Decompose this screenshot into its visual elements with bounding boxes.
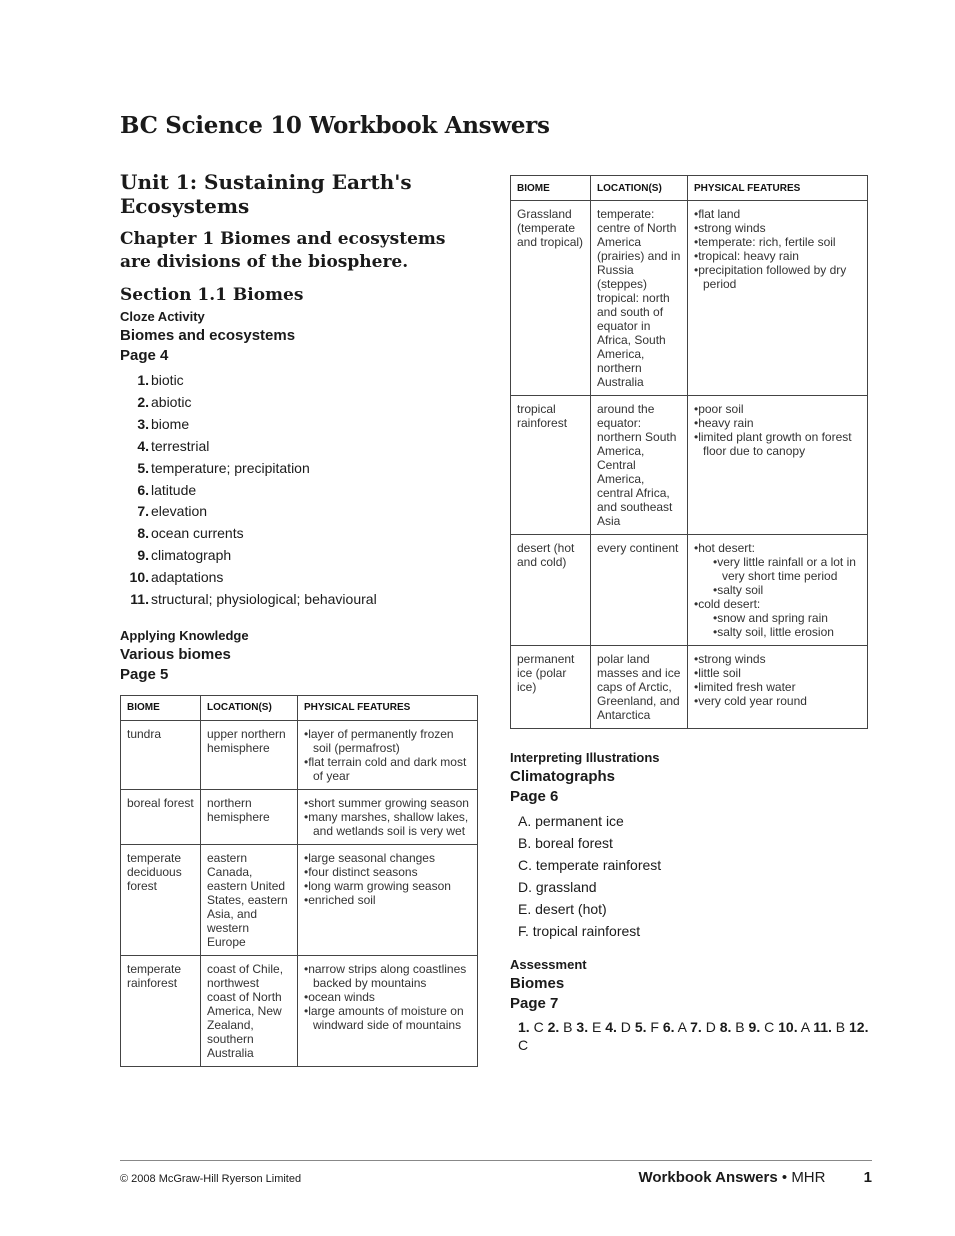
feature-item: • temperate: rich, fertile soil	[694, 235, 861, 249]
interpreting-topic: Climatographs	[510, 768, 616, 785]
feature-item: • many marshes, shallow lakes, and wetlands soil is very wet	[304, 810, 471, 838]
list-item	[120, 589, 482, 611]
list-item: A. permanent ice	[518, 813, 624, 829]
answer-letter: E	[591, 1019, 602, 1036]
biome-cell: tropical rainforest	[511, 396, 591, 535]
feature-item: • tropical: heavy rain	[694, 249, 861, 263]
applying-page: Page 5	[120, 665, 169, 683]
answer-number: 6.	[662, 1019, 675, 1036]
answer-letter: C	[533, 1019, 544, 1036]
list-item	[120, 392, 482, 414]
feature-subitem: • very little rainfall or a lot in very short time period	[703, 555, 861, 583]
header-location: LOCATION(S)	[591, 176, 688, 201]
answer-number: 2.	[547, 1019, 560, 1036]
header-features: PHYSICAL FEATURES	[298, 695, 478, 720]
unit-title: Unit 1: Sustaining Earth's Ecosystems	[120, 170, 412, 218]
feature-list	[304, 727, 471, 783]
header-biome: BIOME	[121, 695, 201, 720]
list-item	[120, 480, 482, 502]
table-row	[511, 201, 868, 396]
location-cell: polar land masses and ice caps of Arctic, Greenland, and Antarctica	[591, 646, 688, 729]
cloze-page: Page 4	[120, 347, 169, 364]
table-row	[511, 535, 868, 646]
list-item: D. grassland	[518, 878, 597, 895]
list-item: C. temperate rainforest	[518, 856, 662, 873]
hot-desert-item	[694, 541, 861, 597]
answer-number: 5.	[634, 1019, 647, 1036]
feature-item: • little soil	[694, 666, 861, 680]
location-cell: around the equator: northern South America, Central America, central Africa, and southeast Asia	[591, 396, 688, 535]
biome-cell: permanent ice (polar ice)	[511, 646, 591, 729]
biome-cell: tundra	[121, 720, 201, 789]
item-number: 9.	[137, 547, 149, 564]
hot-desert-label: hot desert:	[698, 541, 755, 555]
location-cell: temperate: centre of North America (prairies) and in Russia (steppes) tropical: north and south of equator in Africa, South America, northern Australia	[591, 201, 688, 396]
answer-letter: C	[764, 1019, 775, 1036]
answer-letter: D	[620, 1019, 631, 1036]
assessment-topic: Biomes	[510, 975, 565, 993]
item-number: 3.	[137, 415, 149, 432]
feature-item: • large amounts of moisture on windward side of mountains	[304, 1004, 471, 1032]
item-number: 2.	[137, 393, 149, 410]
item-number: 4.	[137, 437, 149, 454]
features-cell	[298, 720, 478, 789]
answer-number: 11.	[813, 1019, 832, 1036]
feature-item: • layer of permanently frozen soil (permafrost)	[304, 727, 471, 755]
footer-copyright: © 2008 McGraw-Hill Ryerson Limited	[120, 1173, 302, 1185]
item-number: 10.	[129, 569, 149, 586]
answer-number: 7.	[690, 1019, 702, 1036]
item-text: adaptations	[151, 569, 224, 586]
feature-item: • very cold year round	[694, 694, 861, 708]
item-text: abiotic	[151, 393, 192, 410]
list-item	[120, 414, 482, 436]
location-cell: coast of Chile, northwest coast of North America, New Zealand, southern Australia	[201, 955, 298, 1066]
cold-desert-item	[694, 597, 861, 639]
biome-table-2	[510, 175, 868, 729]
list-item	[120, 523, 482, 545]
assessment-answers	[518, 1018, 872, 1054]
list-item	[120, 567, 482, 589]
feature-item: • strong winds	[694, 652, 861, 666]
answer-letter: B	[735, 1019, 745, 1036]
biome-cell: temperate rainforest	[121, 955, 201, 1066]
cloze-activity-label: Cloze Activity	[120, 309, 205, 324]
features-cell	[688, 201, 868, 396]
item-text: biotic	[151, 372, 184, 388]
feature-item: • limited plant growth on forest floor due to canopy	[694, 430, 861, 458]
feature-list	[694, 207, 861, 291]
footer-divider	[120, 1160, 872, 1161]
feature-subitem: • salty soil	[703, 583, 861, 597]
answer-letter: D	[705, 1019, 716, 1036]
cold-desert-sublist	[703, 611, 861, 639]
answer-number: 3.	[576, 1019, 589, 1036]
table-row	[121, 789, 478, 844]
feature-item: • precipitation followed by dry period	[694, 263, 861, 291]
feature-list	[304, 962, 471, 1032]
answer-number: 10.	[778, 1019, 798, 1036]
chapter-title: Chapter 1 Biomes and ecosystems are divisions of the biosphere.	[120, 229, 446, 272]
features-cell	[298, 789, 478, 844]
feature-list	[304, 851, 471, 907]
feature-list	[304, 796, 471, 838]
item-text: temperature; precipitation	[151, 459, 310, 476]
interpreting-page: Page 6	[510, 788, 559, 805]
footer-label: Workbook Answers	[638, 1169, 778, 1186]
item-text: biome	[151, 415, 190, 432]
feature-list	[694, 402, 861, 458]
answer-number: 9.	[748, 1019, 761, 1036]
feature-item: • four distinct seasons	[304, 865, 471, 879]
applying-topic: Various biomes	[120, 645, 231, 663]
location-cell: upper northern hemisphere	[201, 720, 298, 789]
item-text: ocean currents	[151, 525, 244, 542]
feature-subitem: • snow and spring rain	[703, 611, 861, 625]
footer-publisher: MHR	[791, 1169, 826, 1186]
table-row	[121, 720, 478, 789]
climatograph-answer-list	[518, 811, 872, 942]
cloze-topic: Biomes and ecosystems	[120, 327, 296, 344]
answer-number: 1.	[518, 1019, 530, 1036]
feature-item: • narrow strips along coastlines backed by mountains	[304, 962, 471, 990]
list-item	[120, 370, 482, 392]
item-number: 7.	[137, 503, 149, 520]
answer-letter: F	[650, 1019, 659, 1036]
section-title: Section 1.1 Biomes	[120, 285, 304, 305]
location-cell: every continent	[591, 535, 688, 646]
item-number: 6.	[137, 481, 149, 498]
feature-item: • strong winds	[694, 221, 861, 235]
feature-item: • long warm growing season	[304, 879, 471, 893]
feature-subitem: • salty soil, little erosion	[703, 625, 861, 639]
feature-list	[694, 541, 861, 639]
table-row	[511, 396, 868, 535]
cold-desert-label: cold desert:	[698, 597, 761, 611]
list-item: F. tropical rainforest	[518, 922, 641, 939]
biome-table-1	[120, 695, 478, 1067]
feature-item: • flat terrain cold and dark most of year	[304, 755, 471, 783]
right-column	[510, 175, 872, 1054]
left-column	[120, 170, 482, 1067]
answer-number: 12.	[849, 1019, 869, 1036]
assessment-page: Page 7	[510, 995, 559, 1013]
header-features: PHYSICAL FEATURES	[688, 176, 868, 201]
biome-cell: desert (hot and cold)	[511, 535, 591, 646]
footer-right	[639, 1169, 873, 1186]
header-biome: BIOME	[511, 176, 591, 201]
biome-cell: Grassland (temperate and tropical)	[511, 201, 591, 396]
footer-separator: •	[781, 1169, 788, 1186]
table-row	[511, 646, 868, 729]
list-item	[120, 458, 482, 480]
item-text: latitude	[151, 481, 197, 498]
hot-desert-sublist	[703, 555, 861, 597]
feature-item: • poor soil	[694, 402, 861, 416]
answer-number: 4.	[605, 1019, 617, 1036]
answer-letter: B	[563, 1019, 573, 1036]
features-cell	[688, 646, 868, 729]
answer-number: 8.	[719, 1019, 732, 1036]
feature-item: • ocean winds	[304, 990, 471, 1004]
item-text: terrestrial	[151, 437, 210, 454]
page-title: BC Science 10 Workbook Answers	[120, 112, 550, 139]
page-number: 1	[863, 1169, 872, 1186]
table-row	[121, 955, 478, 1066]
location-cell: eastern Canada, eastern United States, eastern Asia, and western Europe	[201, 844, 298, 955]
biome-cell: temperate deciduous forest	[121, 844, 201, 955]
item-number: 1.	[137, 372, 149, 388]
answer-letter: A	[800, 1019, 810, 1036]
table-row	[121, 844, 478, 955]
answer-letter: A	[677, 1019, 687, 1036]
list-item	[120, 501, 482, 523]
header-location: LOCATION(S)	[201, 695, 298, 720]
item-text: structural; physiological; behavioural	[151, 591, 377, 608]
list-item: B. boreal forest	[518, 834, 613, 851]
features-cell	[688, 535, 868, 646]
answer-letter: B	[835, 1019, 846, 1036]
cloze-answer-list	[120, 370, 482, 611]
item-number: 5.	[137, 459, 149, 476]
feature-item: • limited fresh water	[694, 680, 861, 694]
item-number: 8.	[137, 525, 149, 542]
feature-item: • flat land	[694, 207, 861, 221]
list-item: E. desert (hot)	[518, 900, 607, 917]
item-text: climatograph	[151, 547, 232, 564]
feature-list	[694, 652, 861, 708]
interpreting-activity-label: Interpreting Illustrations	[510, 750, 660, 765]
feature-item: • heavy rain	[694, 416, 861, 430]
feature-item: • enriched soil	[304, 893, 471, 907]
features-cell	[298, 955, 478, 1066]
feature-item: • short summer growing season	[304, 796, 471, 810]
item-number: 11.	[130, 591, 149, 608]
answer-letter: C	[518, 1037, 529, 1054]
assessment-activity-label: Assessment	[510, 957, 587, 973]
features-cell	[688, 396, 868, 535]
list-item	[120, 545, 482, 567]
item-text: elevation	[151, 503, 208, 520]
location-cell: northern hemisphere	[201, 789, 298, 844]
applying-activity-label: Applying Knowledge	[120, 627, 249, 643]
features-cell	[298, 844, 478, 955]
biome-cell: boreal forest	[121, 789, 201, 844]
feature-item: • large seasonal changes	[304, 851, 471, 865]
list-item	[120, 436, 482, 458]
